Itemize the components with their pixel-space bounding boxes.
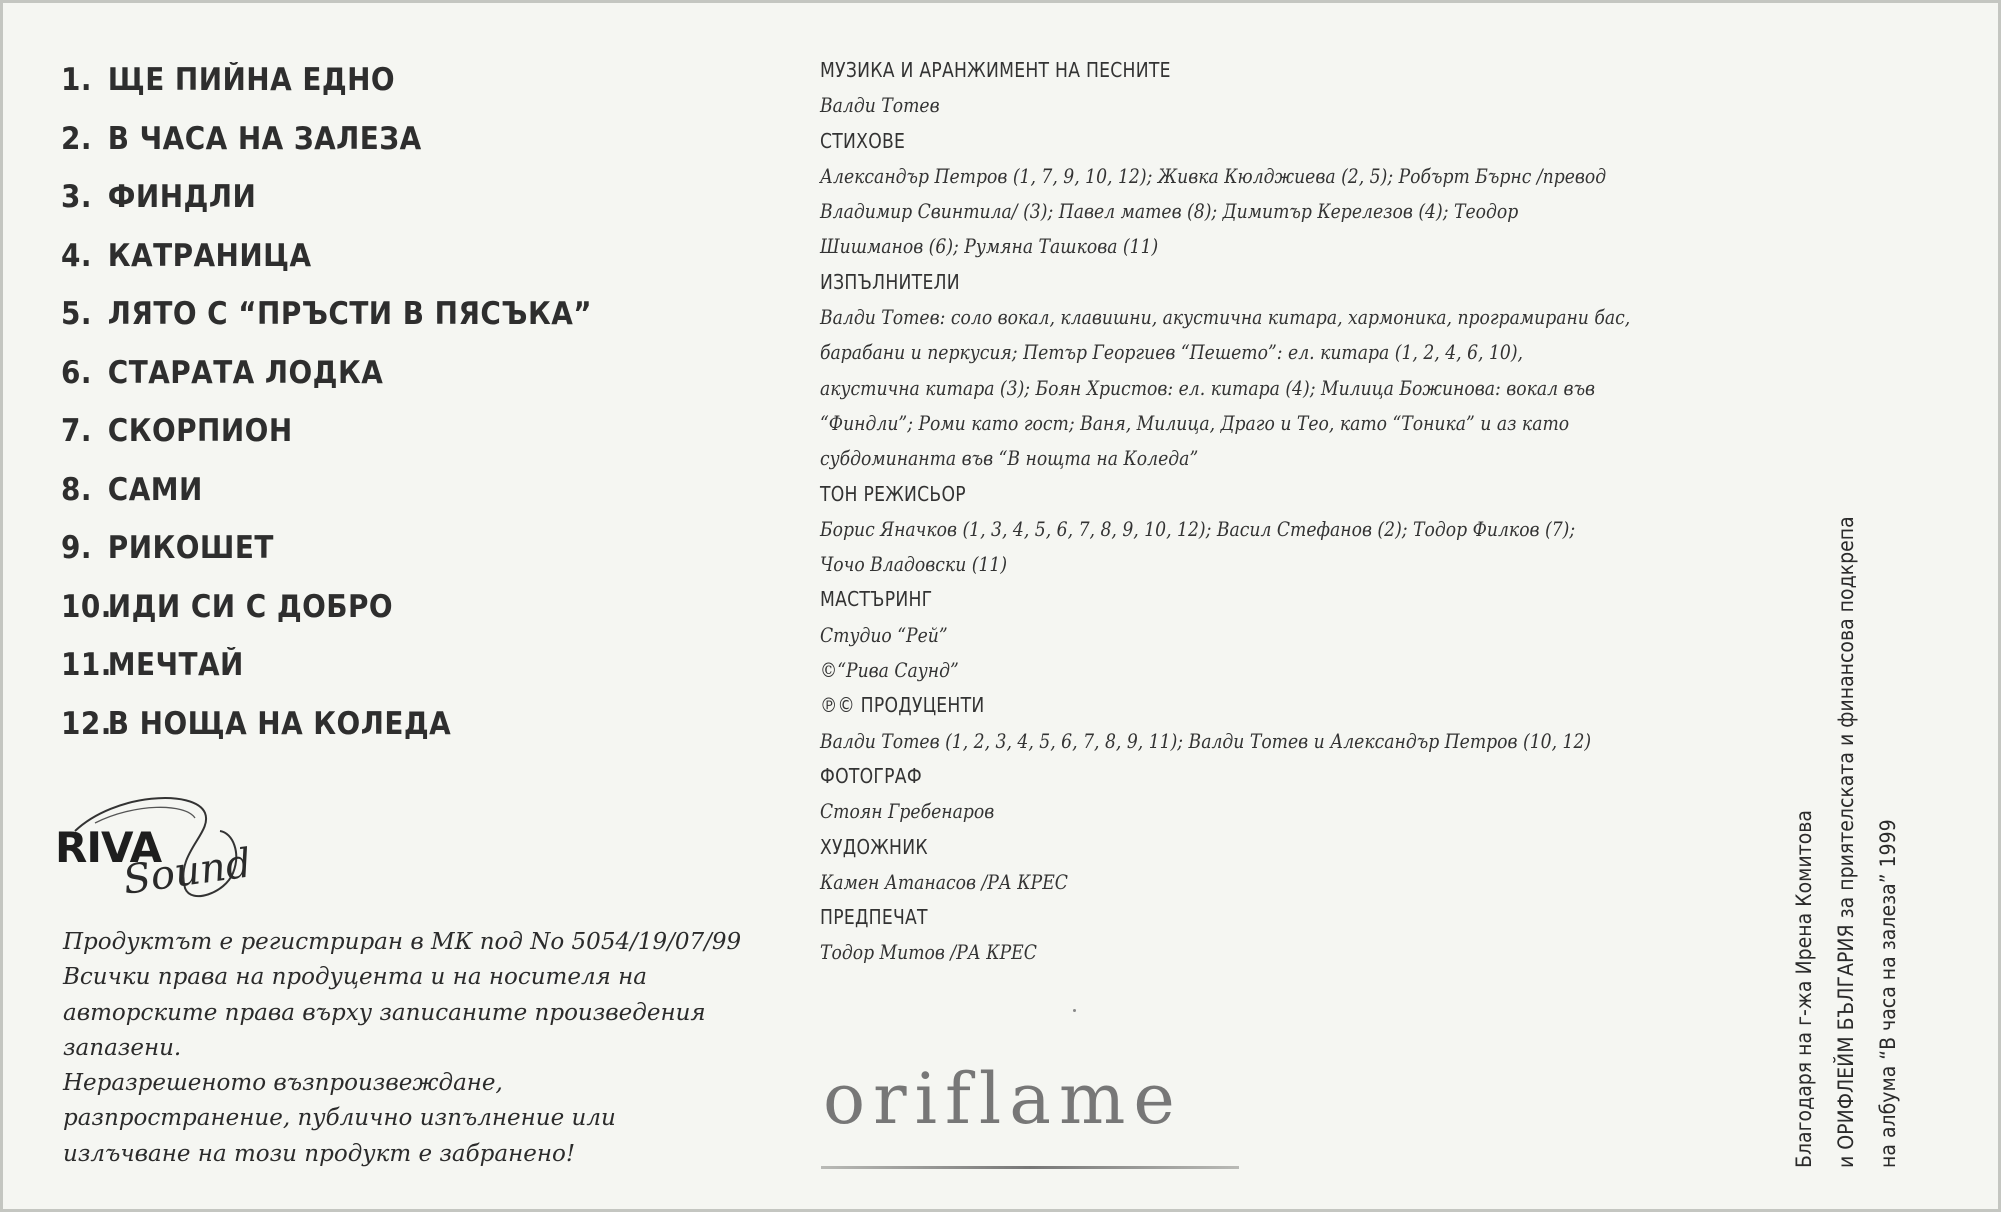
credit-text: Тодор Митов /РА КРЕС <box>820 940 1037 965</box>
riva-wordmark: RIVA <box>55 823 162 872</box>
track-item <box>61 344 637 403</box>
track-list <box>61 51 701 753</box>
credit-text: Владимир Свинтила/ (3); Павел матев (8); Димитър Керелезов (4); Теодор <box>820 199 1519 224</box>
credits-list <box>820 53 1720 971</box>
credit-heading: ИЗПЪЛНИТЕЛИ <box>820 269 960 294</box>
legal-line: излъчване на този продукт е забранено! <box>63 1140 576 1167</box>
credit-text: Стоян Гребенаров <box>820 799 995 824</box>
track-item <box>61 519 637 578</box>
credit-text: субдоминанта във “В нощта на Коледа” <box>820 446 1199 471</box>
riva-sound-logo <box>55 793 255 913</box>
track-title: САМИ <box>107 471 203 508</box>
track-number: 1. <box>61 62 92 99</box>
thanks-note <box>1783 368 1909 1168</box>
thanks-line: и ОРИФЛЕЙМ БЪЛГАРИЯ за приятелската и финансова подкрепа <box>1834 516 1858 1168</box>
track-number: 7. <box>61 413 92 450</box>
track-title: СТАРАТА ЛОДКА <box>107 354 384 391</box>
track-item <box>61 168 637 227</box>
credit-heading: ℗© ПРОДУЦЕНТИ <box>820 693 985 718</box>
legal-line: Продуктът е регистриран в МК под No 5054/19/07/99 <box>63 929 742 955</box>
credit-heading: ХУДОЖНИК <box>820 834 928 859</box>
sound-script: Sound <box>120 840 255 904</box>
track-number: 2. <box>61 120 92 157</box>
credit-text: “Финдли”; Роми като гост; Ваня, Милица, Драго и Тео, като “Тоника” и аз като <box>820 410 1570 435</box>
track-item <box>61 461 637 520</box>
legal-notice <box>63 925 763 1172</box>
track-item <box>61 402 637 461</box>
credit-text: Борис Яначков (1, 3, 4, 5, 6, 7, 8, 9, 10, 12); Васил Стефанов (2); Тодор Филков (7); <box>820 516 1576 541</box>
legal-line: авторските права върху записаните произведения <box>63 999 706 1026</box>
track-title: В ЧАСА НА ЗАЛЕЗА <box>107 120 422 157</box>
credit-text: Камен Атанасов /РА КРЕС <box>820 869 1068 894</box>
track-title: РИКОШЕТ <box>107 530 274 567</box>
track-number: 4. <box>61 237 92 274</box>
track-item <box>61 51 637 110</box>
credit-text: Студио “Рей” <box>820 622 948 647</box>
credit-text: барабани и перкусия; Петър Георгиев “Пешето”: ел. китара (1, 2, 4, 6, 10), <box>820 340 1524 365</box>
legal-line: разпространение, публично изпълнение или <box>63 1105 616 1132</box>
oriflame-logo <box>821 1058 1241 1178</box>
credit-text: Чочо Владовски (11) <box>820 552 1008 577</box>
track-title: ФИНДЛИ <box>107 179 257 216</box>
track-number: 5. <box>61 296 92 333</box>
credit-heading: СТИХОВЕ <box>820 128 906 153</box>
track-title: МЕЧТАЙ <box>107 647 244 684</box>
track-title: КАТРАНИЦА <box>107 237 312 274</box>
credit-heading: ПРЕДПЕЧАТ <box>820 905 928 930</box>
track-number: 6. <box>61 354 92 391</box>
track-title: ЛЯТО С “ПРЪСТИ В ПЯСЪКА” <box>107 296 593 333</box>
credit-heading: ТОН РЕЖИСЬОР <box>820 481 966 506</box>
track-number: 9. <box>61 530 92 567</box>
credit-text: Валди Тотев (1, 2, 3, 4, 5, 6, 7, 8, 9, 11); Валди Тотев и Александър Петров (10, 12) <box>820 728 1592 753</box>
legal-line: Неразрешеното възпроизвеждане, <box>63 1070 503 1097</box>
track-number: 3. <box>61 179 92 216</box>
track-number: 8. <box>61 471 92 508</box>
track-number: 12. <box>61 705 112 742</box>
print-speck <box>1073 1009 1076 1012</box>
thanks-line: на албума “В часа на залеза” 1999 <box>1876 819 1900 1168</box>
credit-text: Валди Тотев <box>820 93 940 118</box>
credit-heading: МУЗИКА И АРАНЖИМЕНТ НА ПЕСНИТЕ <box>820 58 1171 82</box>
track-title: В НОЩА НА КОЛЕДА <box>107 705 452 742</box>
legal-line: запазени. <box>63 1034 182 1061</box>
credit-text: акустична китара (3); Боян Христов: ел. китара (4); Милица Божинова: вокал във <box>820 375 1596 400</box>
track-title: СКОРПИОН <box>107 413 293 450</box>
credit-heading: МАСТЪРИНГ <box>820 587 933 612</box>
track-item <box>61 110 637 169</box>
track-item <box>61 636 637 695</box>
track-item <box>61 695 637 754</box>
track-title: ЩЕ ПИЙНА ЕДНО <box>107 62 396 99</box>
credit-text: Валди Тотев: соло вокал, клавишни, акустична китара, хармоника, програмирани бас, <box>820 305 1631 330</box>
legal-line: Всички права на продуцента и на носителя на <box>63 964 647 991</box>
track-number: 11. <box>61 647 112 684</box>
track-item <box>61 285 637 344</box>
thanks-line: Благодаря на г-жа Ирена Комитова <box>1792 810 1816 1168</box>
oriflame-underline <box>821 1166 1239 1169</box>
credit-text: Александър Петров (1, 7, 9, 10, 12); Живка Кюлджиева (2, 5); Робърт Бърнс /превод <box>820 163 1607 188</box>
oriflame-wordmark: oriflame <box>823 1058 1183 1140</box>
credit-heading: ФОТОГРАФ <box>820 763 922 788</box>
track-item <box>61 227 637 286</box>
track-title: ИДИ СИ С ДОБРО <box>107 588 394 625</box>
track-number: 10. <box>61 588 112 625</box>
track-item <box>61 578 637 637</box>
credit-text: ©“Рива Саунд” <box>820 658 959 683</box>
credit-text: Шишманов (6); Румяна Ташкова (11) <box>820 234 1159 259</box>
